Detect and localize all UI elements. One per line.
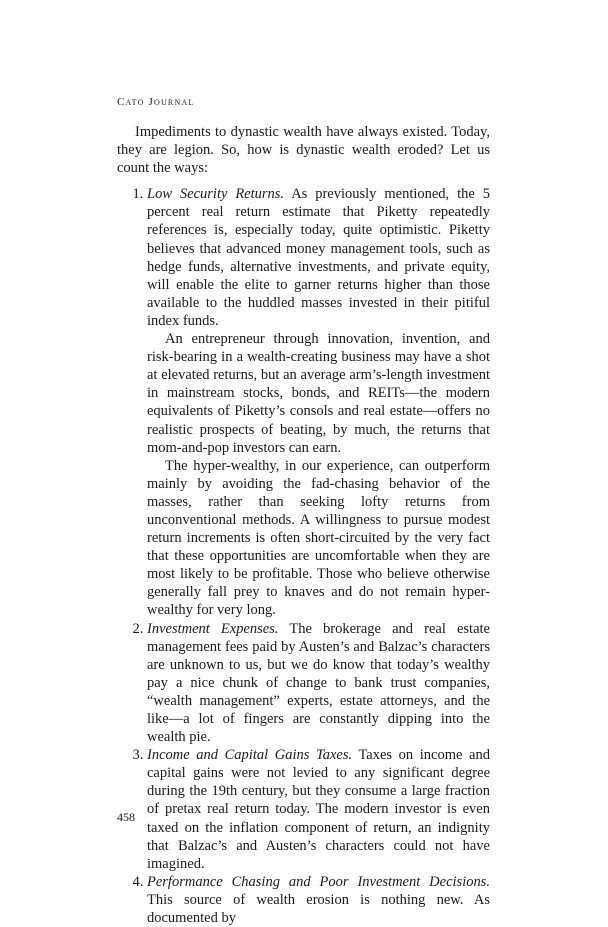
list-item-term: Performance Chasing and Poor Investment Decisions. — [147, 873, 490, 890]
list-item-first-paragraph — [147, 185, 490, 330]
list-item-term: Low Security Returns. — [147, 186, 285, 203]
running-head: Cato Journal — [117, 96, 195, 108]
body-text — [117, 123, 490, 927]
intro-paragraph: Impediments to dynastic wealth have always existed. Today, they are legion. So, how is dynastic wealth eroded? Let us count the ways: — [117, 124, 490, 177]
list-item-text: Taxes on income and capital gains were not levied to any significant degree during the 19th century, but they consume a large fraction of pretax real return today. The modern investor is even taxed on the inflation component of return, an indignity that Balzac’s and Austen’s characters could not have imagined. — [147, 747, 490, 872]
list-item-first-paragraph — [147, 746, 490, 873]
list-item — [147, 620, 490, 747]
list-item-first-paragraph — [147, 620, 490, 747]
list-item-paragraph: An entrepreneur through innovation, invention, and risk-bearing in a wealth-creating business may have a shot at elevated returns, but an average arm’s-length investment in mainstream stocks, bonds, and REITs—the modern equivalents of Piketty’s consols and real estate—offers no realistic prospects of beating, by much, the returns that mom-and-pop investors can earn. — [147, 331, 490, 456]
ways-list — [117, 185, 490, 927]
list-item-text: As previously mentioned, the 5 percent real return estimate that Piketty repeatedly references is, especially today, quite optimistic. Piketty believes that advanced money management tools, such as hedge funds, alternative investments, and private equity, will enable the elite to garner returns higher than those available to the huddled masses invested in their pitiful index funds. — [147, 186, 490, 329]
list-item-term: Investment Expenses. — [147, 620, 279, 637]
page-number: 458 — [117, 810, 135, 824]
list-item-text: This source of wealth erosion is nothing new. As documented by — [147, 891, 490, 927]
list-item-term: Income and Capital Gains Taxes. — [147, 747, 353, 764]
list-item — [147, 185, 490, 619]
list-item-paragraph: The hyper-wealthy, in our experience, can outperform mainly by avoiding the fad-chasing behavior of the masses, rather than seeking lofty returns from unconventional methods. A willingness to pursue modest return increments is often short-circuited by the very fact that these opportunities are uncomfortable when they are most likely to be profitable. Those who believe otherwise generally fall prey to knaves and do not remain hyper-wealthy for very long. — [147, 457, 490, 619]
list-item — [147, 746, 490, 873]
list-item-text: The brokerage and real estate management fees paid by Austen’s and Balzac’s characters are unknown to us, but we do know that today’s wealthy pay a nice chunk of change to bank trust companies, “wealth management” experts, estate attorneys, and the like—a lot of fingers are constantly dipping into the wealth pie. — [147, 620, 490, 746]
